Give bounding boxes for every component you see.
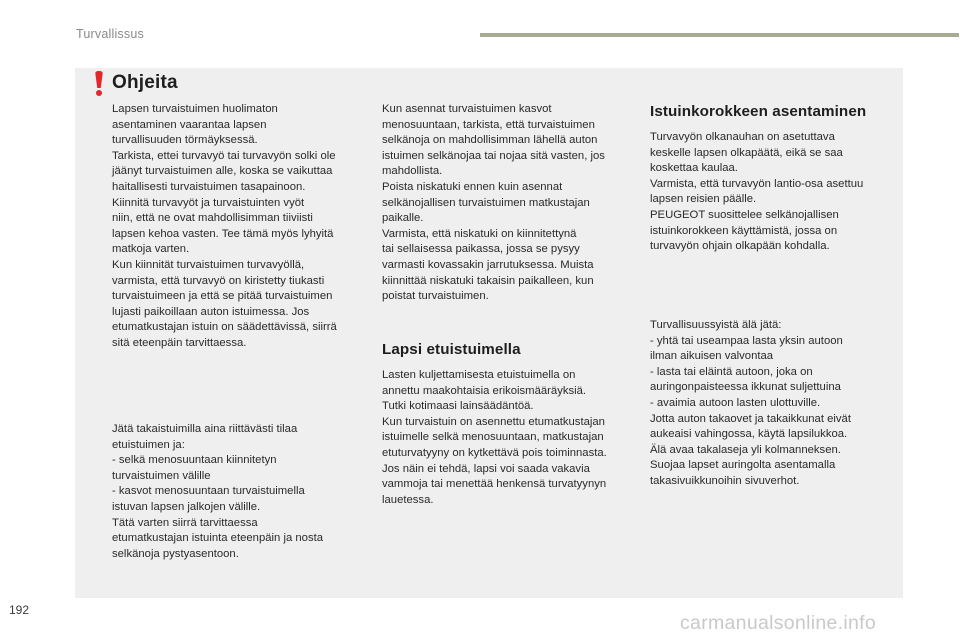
column-2-lower bbox=[382, 368, 644, 508]
exclamation-icon bbox=[95, 71, 103, 96]
header-rule bbox=[480, 33, 959, 37]
column-2 bbox=[382, 102, 644, 305]
column-3-paragraph-1: Turvavyön olkanauhan on asetuttava keskelle lapsen olkapäätä, eikä se saa koskettaa kaulaa. Varmista, että turvavyön lantio-osa asettuu lapsen reisien päälle. PEUGEOT suosittelee selkänojallisen istuinkorokkeen käyttämistä, jossa on turvavyön ohjain olkapään kohdalla. bbox=[650, 131, 864, 253]
exclamation-dot bbox=[96, 90, 102, 96]
column-1-lower bbox=[112, 422, 372, 562]
column-3-paragraph-2: Turvallisuussyistä älä jätä: - yhtä tai useampaa lasta yksin autoon ilman aikuisen valvontaa - lasta tai eläintä autoon, joka on auringonpaisteessa ikkunat suljettuina - avaimia autoon lasten ulottuville. Jotta auton takaovet ja takaikkunat eivät aukeaisi vahingossa, käytä lapsilukkoa. Älä avaa takalaseja yli kolmanneksen. Suojaa lapset auringolta asentamalla takasivuikkunoihin sivuverhot. bbox=[650, 319, 851, 487]
column-2-paragraph-1: Kun asennat turvaistuimen kasvot menosuuntaan, tarkista, että turvaistuimen selkänoja on mahdollisimman lähellä auton istuimen selkänojaa tai nojaa sitä vasten, jos mahdollista. Poista niskatuki ennen kuin asennat selkänojallisen turvaistuimen matkustajan paikalle. Varmista, että niskatuki on kiinnitettynä tai sellaisessa paikassa, jossa se pysyy varmasti kovassakin jarrutuksessa. Muista kiinnittää niskatuki takaisin paikalleen, kun poistat turvaistuimen. bbox=[382, 103, 605, 303]
heading-front-seat: Lapsi etuistuimella bbox=[382, 341, 521, 358]
column-1-paragraph-1: Lapsen turvaistuimen huolimaton asentaminen vaarantaa lapsen turvallisuuden törmäyksessä. Tarkista, ettei turvavyö tai turvavyön solki ole jäänyt turvaistuimen alle, koska se vaikuttaa haitallisesti turvaistuimen tasapainoon. Kiinnitä turvavyöt ja turvaistuinten vyöt niin, että ne ovat mahdollisimman tiiviisti lapsen kehoa vasten. Tee tämä myös lyhyitä matkoja varten. Kun kiinnität turvaistuimen turvavyöllä, varmista, että turvavyö on kiristetty tiukasti turvaistuimeen ja että se pitää turvaistuimen lujasti paikoillaan auton istuimessa. Jos etumatkustajan istuin on säädettävissä, siirrä sitä eteenpäin tarvittaessa. bbox=[112, 103, 337, 349]
column-3 bbox=[650, 130, 900, 255]
column-2-paragraph-2: Lasten kuljettamisesta etuistuimella on annettu maakohtaisia erikoismääräyksiä. Tutki kotimaasi lainsäädäntöä. Kun turvaistuin on asennettu etumatkustajan istuimelle selkä menosuuntaan, matkustajan etuturvatyyny on kytkettävä pois toiminnasta. Jos näin ei tehdä, lapsi voi saada vakavia vammoja tai menettää henkensä turvatyynyn lauetessa. bbox=[382, 369, 607, 506]
heading-booster-seat: Istuinkorokkeen asentaminen bbox=[650, 103, 867, 120]
column-1-paragraph-2: Jätä takaistuimilla aina riittävästi tilaa etuistuimen ja: - selkä menosuuntaan kiinnitetyn turvaistuimen välille - kasvot menosuuntaan turvaistuimella istuvan lapsen jalkojen välille. Tätä varten siirrä tarvittaessa etumatkustajan istuinta eteenpäin ja nosta selkänoja pystyasentoon. bbox=[112, 423, 324, 560]
watermark: carmanualsonline.info bbox=[680, 612, 876, 634]
column-3-lower bbox=[650, 318, 900, 490]
section-label: Turvallissus bbox=[76, 27, 144, 41]
column-1 bbox=[112, 102, 372, 352]
panel-title: Ohjeita bbox=[112, 72, 178, 93]
exclamation-bar bbox=[95, 71, 103, 88]
page-number: 192 bbox=[9, 603, 30, 617]
